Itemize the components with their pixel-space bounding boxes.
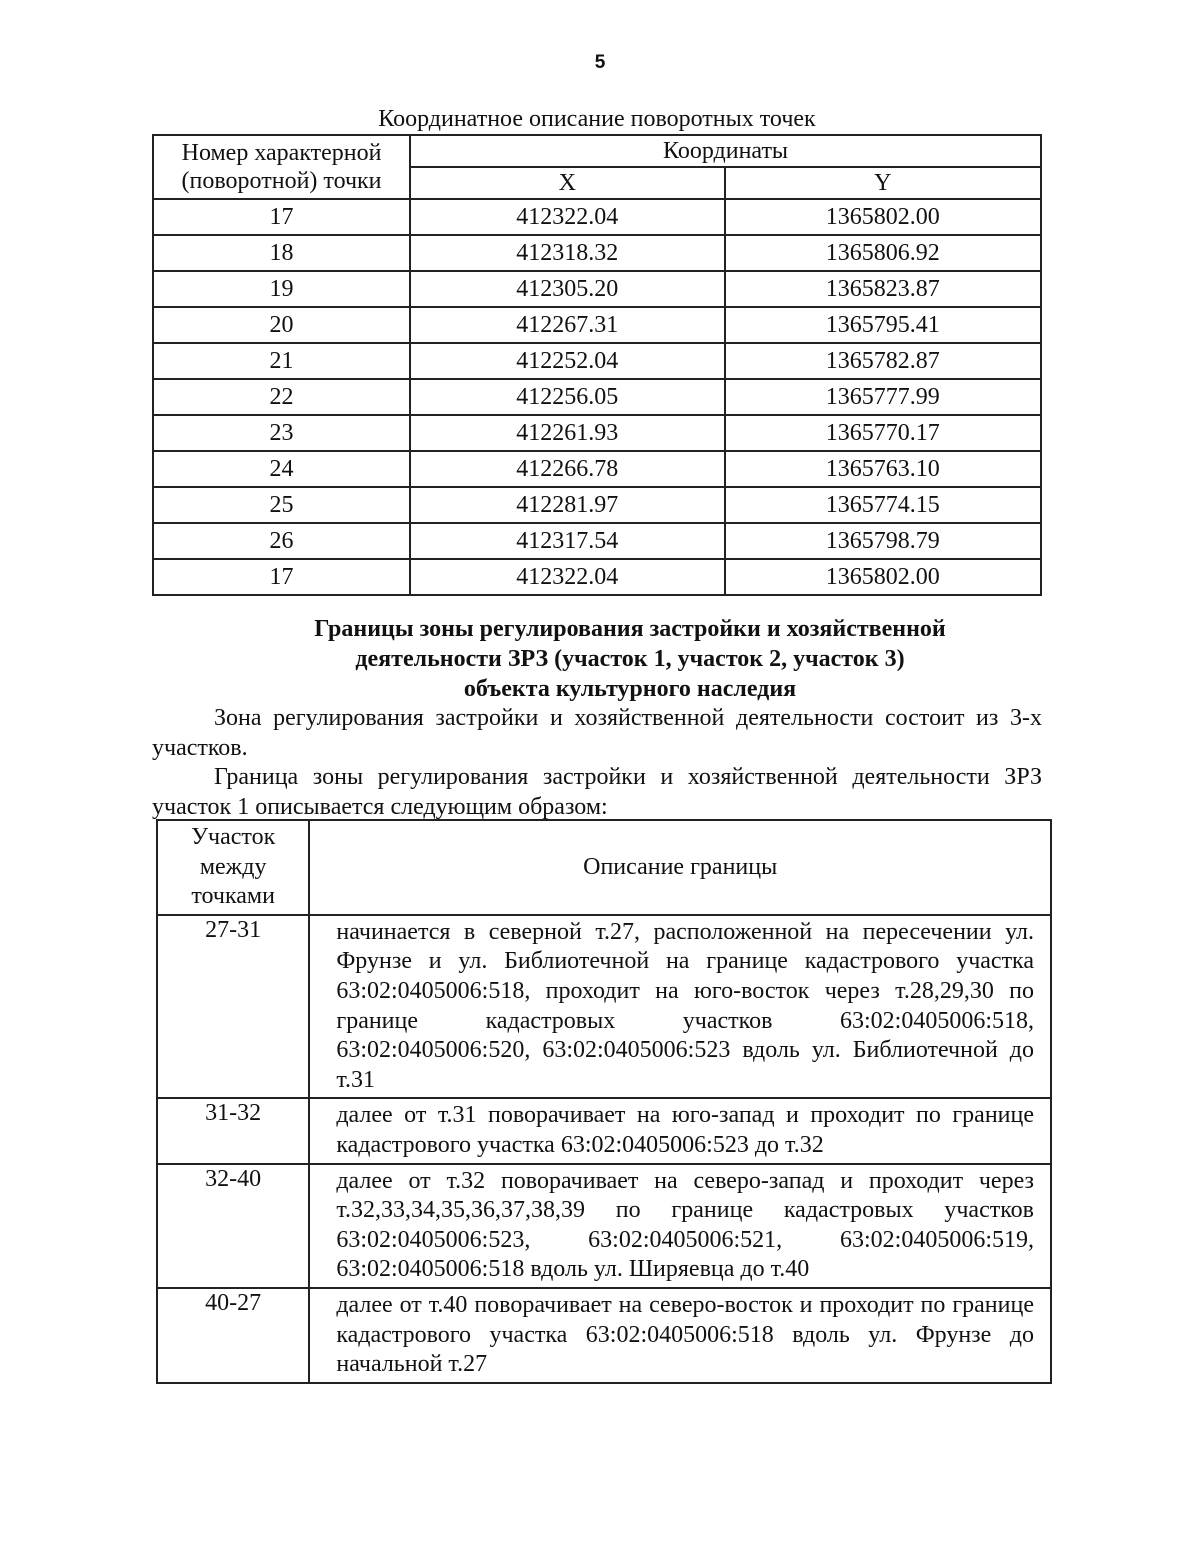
boundary-intro-paragraph: Граница зоны регулирования застройки и хозяйственной деятельности ЗРЗ участок 1 описывается следующим образом: [152, 764, 1042, 820]
table-row [153, 379, 1041, 415]
description-header: Описание границы [309, 820, 1051, 915]
y-cell: 1365795.41 [725, 307, 1042, 343]
point-cell: 17 [153, 199, 410, 235]
segment-cell: 40-27 [157, 1288, 309, 1383]
section-title-line: Границы зоны регулирования застройки и хозяйственной [314, 616, 946, 642]
x-cell: 412267.31 [410, 307, 724, 343]
x-cell: 412322.04 [410, 559, 724, 595]
x-cell: 412318.32 [410, 235, 724, 271]
point-cell: 23 [153, 415, 410, 451]
point-cell: 18 [153, 235, 410, 271]
table-row [153, 451, 1041, 487]
y-cell: 1365802.00 [725, 199, 1042, 235]
y-cell: 1365806.92 [725, 235, 1042, 271]
x-header: X [410, 167, 724, 199]
table-row [157, 1164, 1051, 1288]
intro-paragraph: Зона регулирования застройки и хозяйственной деятельности состоит из 3-х участков. [152, 705, 1042, 761]
segment-cell: 31-32 [157, 1098, 309, 1163]
table-row [157, 1098, 1051, 1163]
description-cell: далее от т.32 поворачивает на северо-запад и проходит через т.32,33,34,35,36,37,38,39 по границе кадастровых участков 63:02:0405006:523, 63:02:0405006:521, 63:02:0405006:519, 63:02:0405006:518 вдоль ул. Ширяевца до т.40 [309, 1164, 1051, 1288]
y-cell: 1365798.79 [725, 523, 1042, 559]
table-row [153, 559, 1041, 595]
table-row [153, 271, 1041, 307]
section-title-line: объекта культурного наследия [463, 676, 797, 702]
page-number: 5 [594, 52, 606, 73]
point-cell: 21 [153, 343, 410, 379]
table-row [153, 523, 1041, 559]
y-cell: 1365770.17 [725, 415, 1042, 451]
point-cell: 17 [153, 559, 410, 595]
table-row [153, 235, 1041, 271]
x-cell: 412261.93 [410, 415, 724, 451]
x-cell: 412266.78 [410, 451, 724, 487]
table-row [153, 415, 1041, 451]
table-row [153, 343, 1041, 379]
y-header: Y [725, 167, 1042, 199]
table-row [153, 487, 1041, 523]
segment-header: Участок между точками [157, 820, 309, 915]
point-cell: 20 [153, 307, 410, 343]
boundary-description-table [156, 819, 1052, 1384]
table-row [153, 307, 1041, 343]
y-cell: 1365782.87 [725, 343, 1042, 379]
description-cell: начинается в северной т.27, расположенной на пересечении ул. Фрунзе и ул. Библиотечной на границе кадастрового участка 63:02:0405006:518, проходит на юго-восток через т.28,29,30 по границе кадастровых участков 63:02:0405006:518, 63:02:0405006:520, 63:02:0405006:523 вдоль ул. Библиотечной до т.31 [309, 915, 1051, 1099]
point-cell: 26 [153, 523, 410, 559]
table-row [153, 199, 1041, 235]
coordinates-header: Координаты [410, 135, 1041, 167]
y-cell: 1365823.87 [725, 271, 1042, 307]
x-cell: 412256.05 [410, 379, 724, 415]
x-cell: 412317.54 [410, 523, 724, 559]
x-cell: 412252.04 [410, 343, 724, 379]
description-cell: далее от т.31 поворачивает на юго-запад и проходит по границе кадастрового участка 63:02:0405006:523 до т.32 [309, 1098, 1051, 1163]
description-cell: далее от т.40 поворачивает на северо-восток и проходит по границе кадастрового участка 63:02:0405006:518 вдоль ул. Фрунзе до начальной т.27 [309, 1288, 1051, 1383]
section-title [200, 614, 1060, 704]
x-cell: 412322.04 [410, 199, 724, 235]
segment-cell: 32-40 [157, 1164, 309, 1288]
point-cell: 22 [153, 379, 410, 415]
point-number-header: Номер характерной (поворотной) точки [153, 135, 410, 199]
x-cell: 412281.97 [410, 487, 724, 523]
x-cell: 412305.20 [410, 271, 724, 307]
segment-cell: 27-31 [157, 915, 309, 1099]
section-title-line: деятельности ЗРЗ (участок 1, участок 2, участок 3) [355, 646, 905, 672]
coordinates-caption: Координатное описание поворотных точек [378, 106, 816, 132]
table-row [157, 1288, 1051, 1383]
point-cell: 24 [153, 451, 410, 487]
y-cell: 1365774.15 [725, 487, 1042, 523]
table-row [157, 915, 1051, 1099]
y-cell: 1365763.10 [725, 451, 1042, 487]
y-cell: 1365802.00 [725, 559, 1042, 595]
coordinates-table [152, 134, 1042, 596]
point-cell: 19 [153, 271, 410, 307]
point-cell: 25 [153, 487, 410, 523]
y-cell: 1365777.99 [725, 379, 1042, 415]
